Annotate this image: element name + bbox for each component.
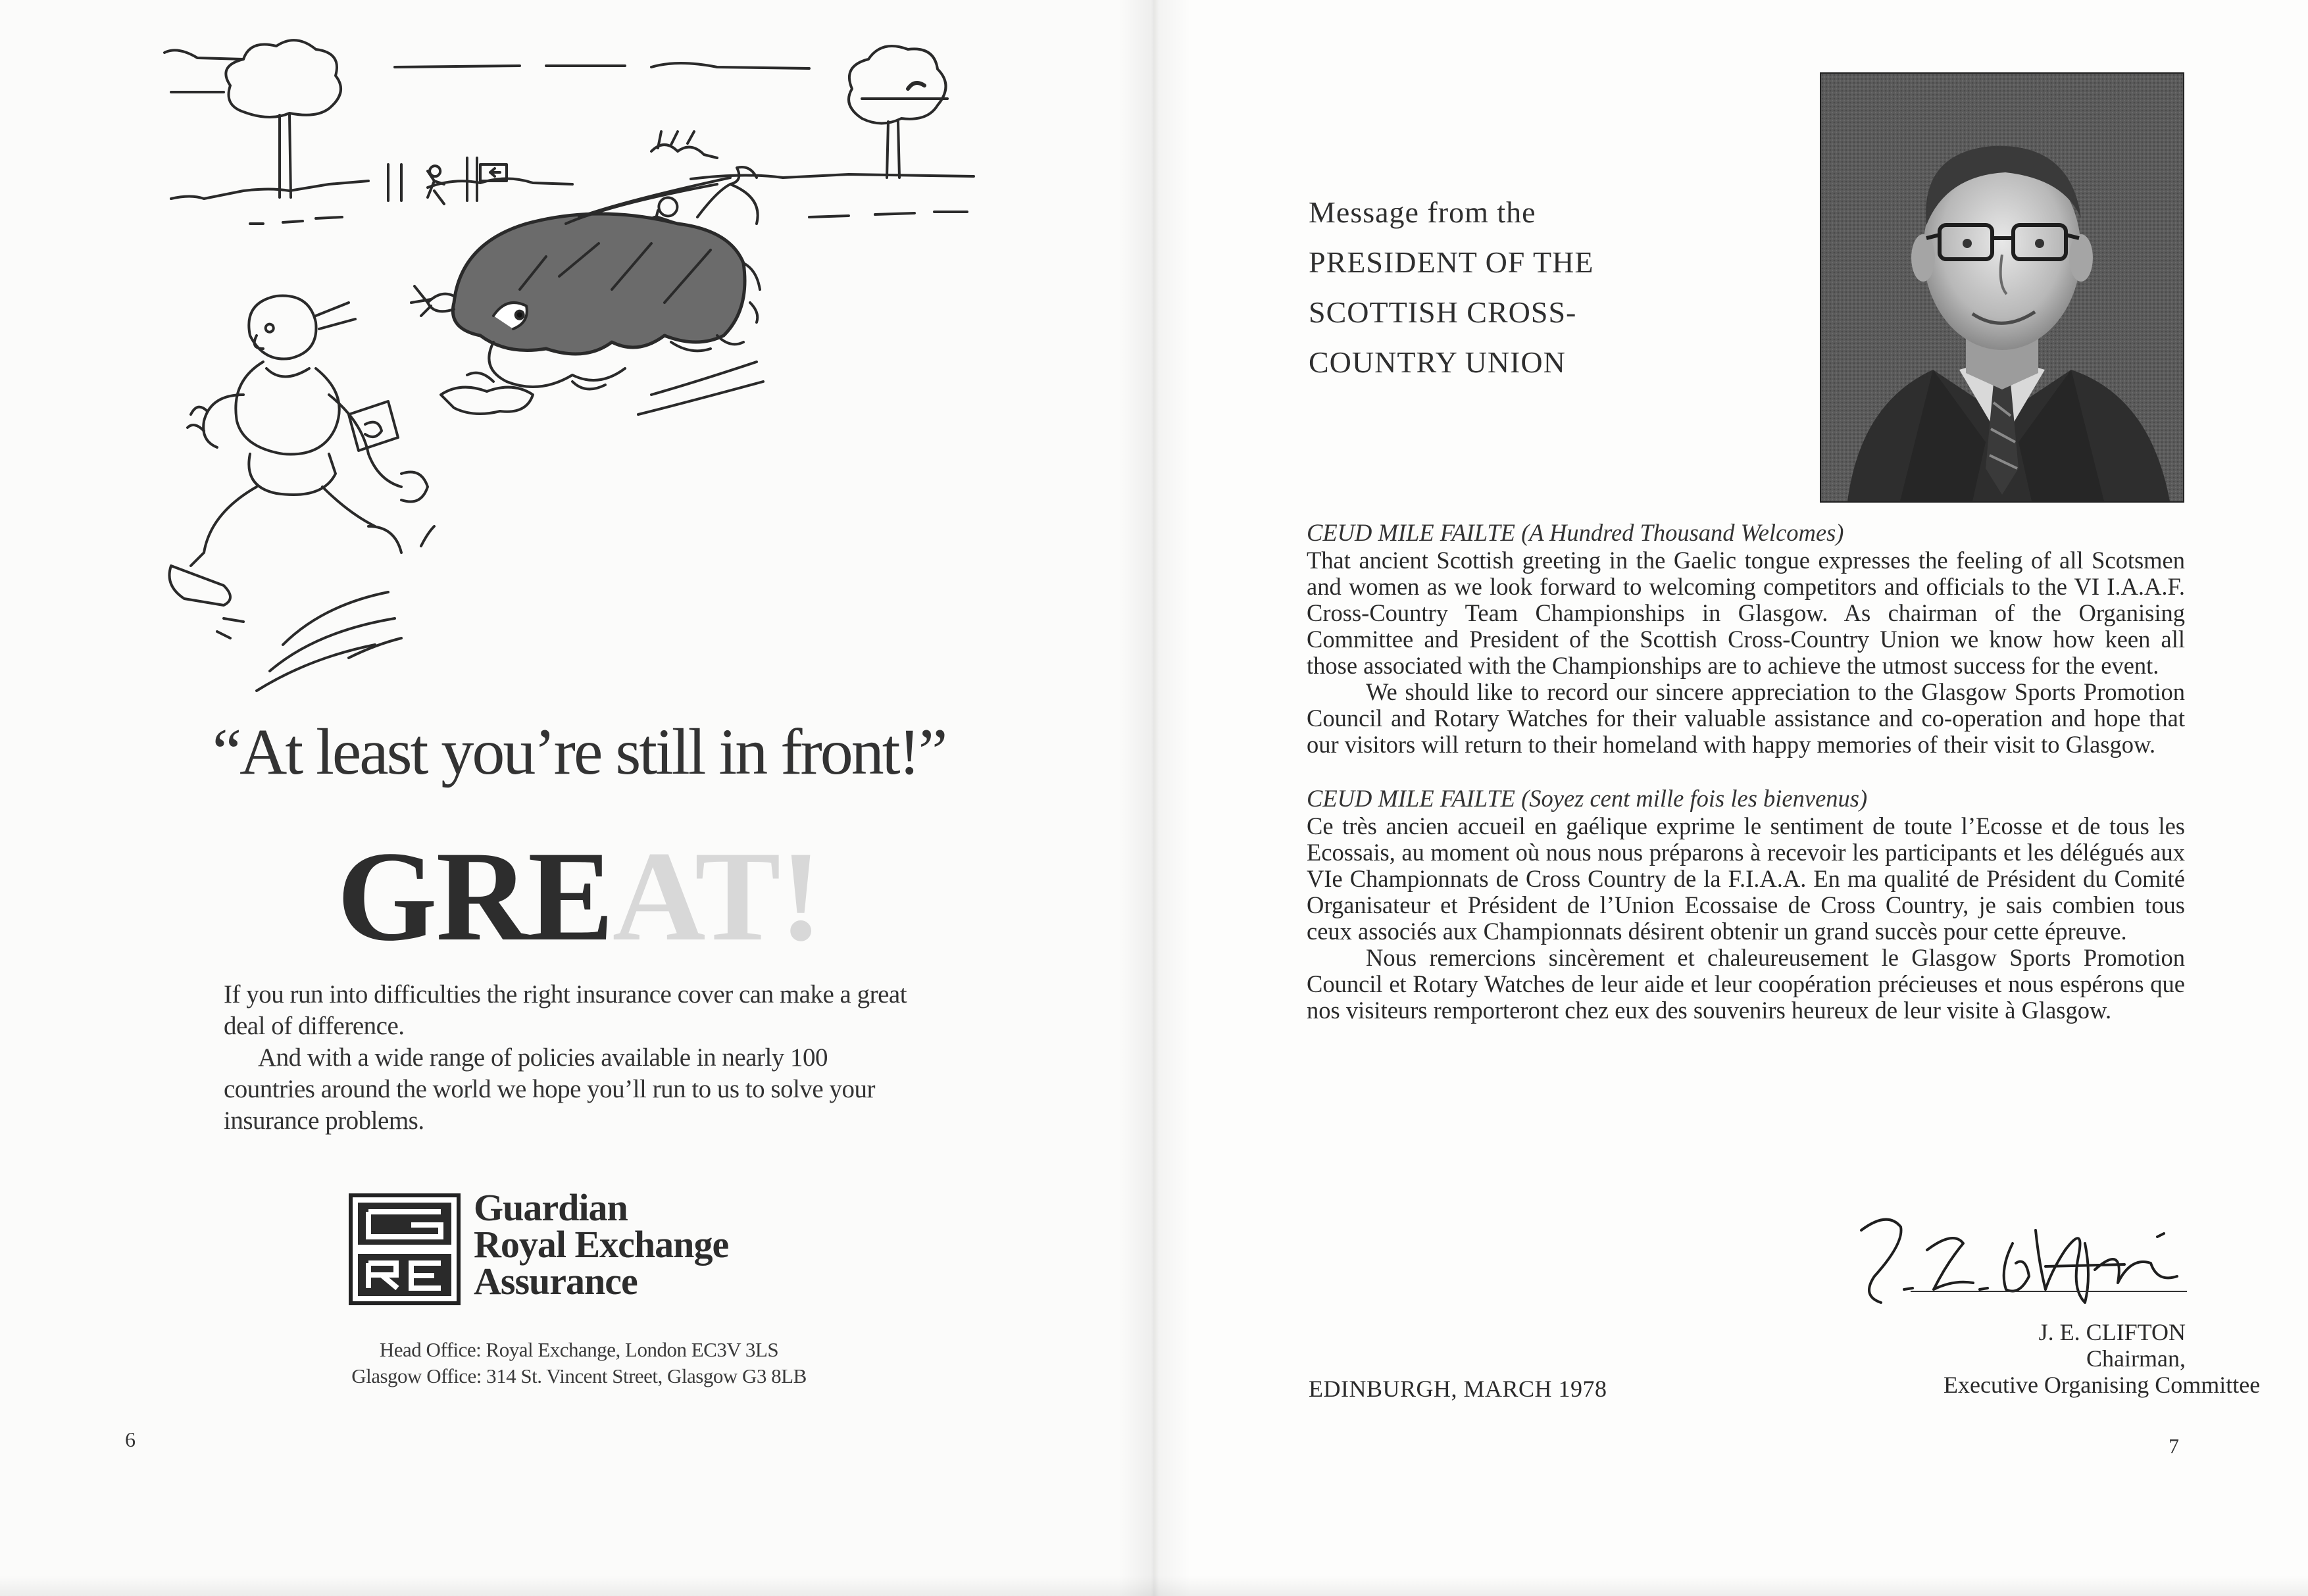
logo-line: Royal Exchange — [474, 1223, 729, 1266]
gre-logo-name — [474, 1186, 729, 1303]
place-and-date: EDINBURGH, MARCH 1978 — [1309, 1376, 1607, 1402]
gre-logo-mark — [349, 1193, 461, 1305]
handwritten-signature — [1848, 1204, 2210, 1319]
ad-paragraph: If you run into difficulties the right insurance cover can make a great deal of difference. — [224, 980, 907, 1040]
page-number-right: 7 — [2169, 1434, 2179, 1458]
message-heading — [1309, 187, 1730, 387]
french-paragraph-2: Nous remercions sincèrement et chaleureusement le Glasgow Sports Promotion Council et Rotary Watches de leur aide et leur coopération précieuses et nous espérons que nos visiteurs remporteront chez eux des souvenirs heureux de leur visite à Glasgow. — [1307, 944, 2185, 1024]
headline-light-part: AT! — [612, 825, 821, 968]
runner-bull-cartoon — [151, 26, 1007, 704]
book-gutter-shadow — [1118, 0, 1191, 1596]
french-paragraph-1: Ce très ancien accueil en gaélique exprime le sentiment de toute l’Ecosse et de tous les Ecossais, au moment où nous nous préparons à recevoir les participants et les délégués aux VIe Championnats de Cross Country de la F.I.A.A. En ma qualité de Président du Comité Organisateur et Président de l’Union Ecossaise de Cross Country, je sais combien tous ceux associés aux Championnats désirent obtenir un grand succès pour cette épreuve. — [1307, 812, 2185, 945]
ad-headline-great — [164, 825, 993, 968]
section-spacer — [1307, 758, 2185, 786]
heading-line: Message from the — [1309, 195, 1536, 229]
signature-rule — [1911, 1291, 2187, 1292]
head-office-address: Head Office: Royal Exchange, London EC3V 3LS — [379, 1338, 779, 1361]
heading-line: PRESIDENT OF THE — [1309, 245, 1594, 279]
signatory-role: Chairman, — [2086, 1345, 2186, 1372]
headline-dark-part: GRE — [337, 825, 613, 968]
signatory-name: J. E. CLIFTON — [2038, 1319, 2186, 1345]
signatory-committee: Executive Organising Committee — [1944, 1372, 2261, 1398]
glasgow-office-address: Glasgow Office: 314 St. Vincent Street, Glasgow G3 8LB — [351, 1364, 807, 1387]
english-greeting-title: CEUD MILE FAILTE (A Hundred Thousand Welcomes) — [1307, 519, 1844, 546]
french-greeting-title: CEUD MILE FAILTE (Soyez cent mille fois les bienvenus) — [1307, 785, 1868, 812]
page-bottom-edge — [0, 1576, 2308, 1596]
message-body — [1307, 520, 2185, 1024]
english-paragraph-1: That ancient Scottish greeting in the Gaelic tongue expresses the feeling of all Scotsmen and women as we look forward to welcoming competitors and officials to the VI I.A.A.F. Cross-Country Team Championships in Glasgow. As chairman of the Organising Committee and President of the Scottish Cross-Country Union we know how keen all those associated with the Championships are to achieve the utmost success for the event. — [1307, 547, 2185, 679]
signoff-block — [1944, 1319, 2261, 1398]
president-portrait-photo — [1820, 72, 2184, 503]
gre-logo — [349, 1186, 809, 1308]
page-number-left: 6 — [125, 1428, 136, 1451]
english-paragraph-2: We should like to record our sincere appreciation to the Glasgow Sports Promotion Council and Rotary Watches for their valuable assistance and co-operation and hope that our visitors will return to their homeland with happy memories of their visit to Glasgow. — [1307, 678, 2185, 758]
heading-line: SCOTTISH CROSS- — [1309, 295, 1577, 329]
heading-line: COUNTRY UNION — [1309, 345, 1566, 379]
logo-line: Guardian — [474, 1186, 628, 1229]
office-addresses — [217, 1337, 941, 1389]
right-page — [1154, 0, 2308, 1596]
ad-body-copy — [224, 979, 921, 1137]
ad-paragraph: And with a wide range of policies available in nearly 100 countries around the world we hope you’ll run to us to solve your insurance problems. — [224, 1043, 875, 1135]
logo-line: Assurance — [474, 1260, 638, 1303]
ad-slogan: “At least you’re still in front!” — [212, 715, 946, 788]
